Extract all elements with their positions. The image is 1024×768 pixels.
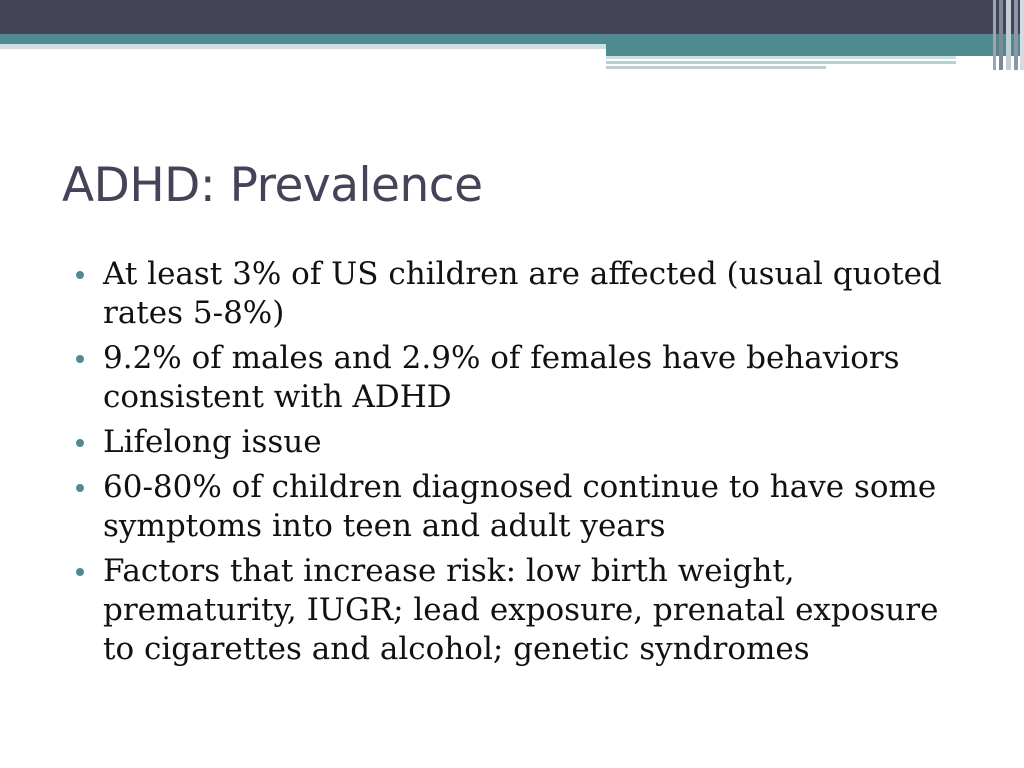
bullet-text: 60-80% of children diagnosed continue to have some symptoms into teen and adult years xyxy=(103,469,937,544)
header-banner-dark xyxy=(0,0,1024,34)
header-stripe xyxy=(1006,0,1011,70)
header-banner-teal xyxy=(0,34,1024,44)
bullet-item xyxy=(76,552,976,669)
header-stripe xyxy=(999,0,1003,70)
header-stripe xyxy=(1020,0,1024,70)
bullet-dot-icon xyxy=(76,568,84,576)
bullet-text: 9.2% of males and 2.9% of females have behaviors consistent with ADHD xyxy=(103,340,900,415)
bullet-list xyxy=(76,255,976,675)
header-banner-gray-line xyxy=(606,61,956,64)
header-stripe xyxy=(993,0,996,70)
bullet-dot-icon xyxy=(76,484,84,492)
header-banner-light-line xyxy=(606,56,956,59)
header-banner-light xyxy=(0,44,606,49)
bullet-item xyxy=(76,468,976,546)
bullet-item xyxy=(76,255,976,333)
bullet-item xyxy=(76,423,976,462)
header-banner-teal-extension xyxy=(606,44,1024,56)
bullet-text: Lifelong issue xyxy=(103,424,322,460)
bullet-text: Factors that increase risk: low birth weight, prematurity, IUGR; lead exposure, prenatal exposure to cigarettes and alcohol; genetic syndromes xyxy=(103,553,939,667)
bullet-item xyxy=(76,339,976,417)
header-stripe xyxy=(1014,0,1018,70)
bullet-dot-icon xyxy=(76,271,84,279)
header-banner-gray-line-short xyxy=(606,66,826,69)
bullet-dot-icon xyxy=(76,355,84,363)
bullet-dot-icon xyxy=(76,439,84,447)
slide-title: ADHD: Prevalence xyxy=(62,158,483,213)
bullet-text: At least 3% of US children are affected (usual quoted rates 5-8%) xyxy=(103,256,942,331)
